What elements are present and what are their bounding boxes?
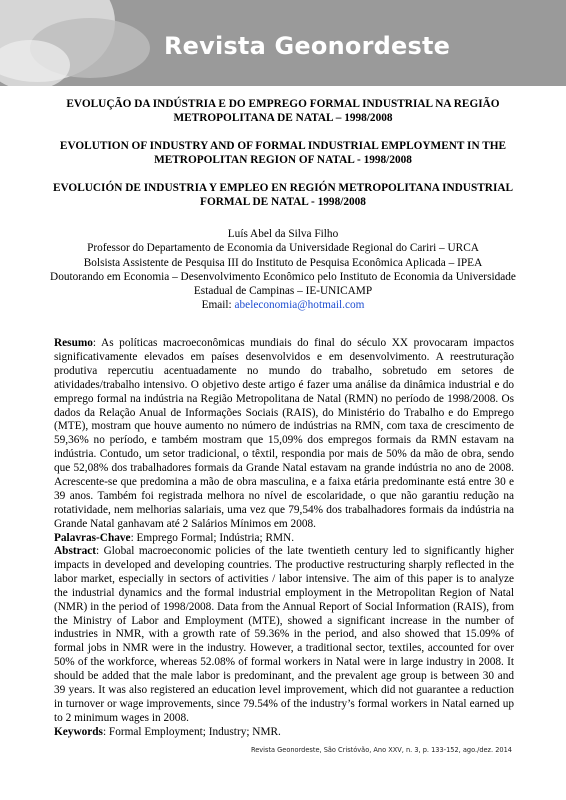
title-english: EVOLUTION OF INDUSTRY AND OF FORMAL INDUSTRIAL EMPLOYMENT IN THE METROPOLITAN REGION OF NATAL - 1998/2008 bbox=[59, 140, 507, 166]
author-affiliation: Bolsista Assistente de Pesquisa III do Instituto de Pesquisa Econômica Aplicada – IPEA bbox=[83, 256, 483, 269]
palavras-chave-line bbox=[54, 532, 514, 546]
abstract-section bbox=[54, 545, 514, 740]
palavras-chave-label: Palavras-Chave bbox=[54, 531, 131, 544]
abstract-text: : Global macroeconomic policies of the late twentieth century led to significantly higher impacts in developed and developing countries. The productive restructuring sharply reflected in the labor market, especially in sectors of activities / labor intensive. The aim of this paper is to analyze the industrial dynamics and the formal industrial employment in the Metropolitan Region of Natal (NMR) in the period of 1998/2008. Data from the Annual Report of Social Information (RAIS), from the Ministry of Labor and Employment (MTE), showed a significant increase in the number of industries in NMR, with a growth rate of 59.36% in the period, and also showed that 15.09% of formal jobs in NMR were in the industry. However, a traditional sector, textiles, accounted for over 50% of the workforce, whereas 52.08% of formal workers in Natal were in large industry in 2008. It should be added that the male labor is predominant, and the prevalent age group is between 30 and 39 years. It was also registered an education level improvement, which did not guarantee a reduction in turnover or wage improvements, since 79.54% of the industry’s formal workers in Natal earned up to 2 minimum wages in 2008. bbox=[54, 545, 514, 724]
author-block bbox=[40, 227, 526, 313]
journal-banner bbox=[0, 0, 566, 86]
keywords-text: : Formal Employment; Industry; NMR. bbox=[102, 725, 281, 738]
email-label: Email: bbox=[201, 299, 232, 312]
author-email-line bbox=[40, 298, 526, 312]
keywords-label: Keywords bbox=[54, 725, 103, 738]
resumo-label: Resumo bbox=[54, 337, 93, 349]
abstract-label: Abstract bbox=[54, 545, 97, 557]
abstract-paragraph bbox=[54, 545, 514, 726]
palavras-chave-text: : Emprego Formal; Indústria; RMN. bbox=[130, 531, 295, 544]
author-name: Luís Abel da Silva Filho bbox=[227, 228, 339, 240]
resumo-paragraph bbox=[54, 337, 514, 532]
title-portuguese: EVOLUÇÃO DA INDÚSTRIA E DO EMPREGO FORMAL INDUSTRIAL NA REGIÃO METROPOLITANA DE NATAL – 1998/2008 bbox=[66, 98, 500, 124]
author-affiliation: Professor do Departamento de Economia da Universidade Regional do Cariri – URCA bbox=[87, 242, 479, 255]
article-titles bbox=[40, 98, 526, 209]
page-footer-citation: Revista Geonordeste, São Cristóvão, Ano XXV, n. 3, p. 133-152, ago./dez. 2014 bbox=[250, 746, 512, 754]
resumo-text: : As políticas macroeconômicas mundiais do final do século XX provocaram impactos significativamente elevados em países desenvolvidos e em desenvolvimento. A reestruturação produtiva repercutiu acentuadamente no mundo do trabalho, sobretudo em setores de atividades/trabalho intensivo. O objetivo deste artigo é fazer uma análise da dinâmica industrial e do emprego formal na indústria na Região Metropolitana de Natal (RMN) no período de 1998/2008. Os dados da Relação Anual de Informações Sociais (RAIS), do Ministério do Trabalho e do Emprego (MTE), mostram que houve aumento no número de indústrias na RMN, com taxa de crescimento de 59,36% no período, e também mostram que 15,09% dos empregos formais da RMN estavam na indústria. Contudo, um setor tradicional, o têxtil, respondia por mais de 50% da mão de obra, sendo que 52,08% dos trabalhadores formais da Grande Natal estavam na grande indústria no ano de 2008. Acrescente-se que predomina a mão de obra masculina, e a faixa etária predominante está entre 30 e 39 anos. Também foi registrada melhora no nível de escolaridade, o que não garantiu redução na rotatividade, nem melhorias salariais, uma vez que 79,54% dos trabalhadores formais da indústria na Grande Natal ganhavam até 2 Salários Mínimos em 2008. bbox=[54, 337, 514, 530]
journal-name: Revista Geonordeste bbox=[164, 32, 451, 60]
title-spanish: EVOLUCIÓN DE INDUSTRIA Y EMPLEO EN REGIÓN METROPOLITANA INDUSTRIAL FORMAL DE NATAL - 1998/2008 bbox=[52, 182, 514, 208]
email-link[interactable]: abeleconomia@hotmail.com bbox=[234, 299, 365, 312]
author-affiliation: Doutorando em Economia – Desenvolvimento Econômico pelo Instituto de Economia da Universidade Estadual de Campinas – IE-UNICAMP bbox=[50, 270, 516, 298]
keywords-line bbox=[54, 726, 514, 740]
resumo-section bbox=[54, 337, 514, 546]
